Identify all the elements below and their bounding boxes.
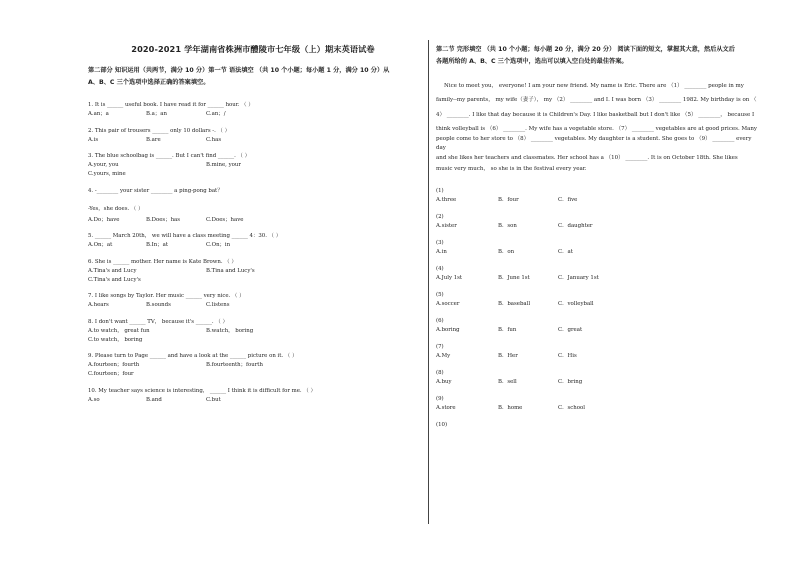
grammar-question <box>88 352 418 379</box>
option-c: C.yours, mine <box>88 171 126 177</box>
option-a: A.so <box>88 396 100 403</box>
cloze-option-b: B．baseball <box>498 301 531 308</box>
option-c: C.an；/ <box>206 111 226 117</box>
option-b: B.a；an <box>146 111 167 117</box>
grammar-question <box>88 258 418 285</box>
cloze-question-number: (5) <box>436 292 444 299</box>
cloze-section-header-2: 各题所给的 A、B、C 三个选项中，选出可以填入空白处的最佳答案。 <box>436 58 628 65</box>
question-text: 6. She is ______ mother. Her name is Kate Brown. （ ） <box>88 258 237 265</box>
grammar-question <box>88 318 418 345</box>
cloze-option-c: C．January 1st <box>558 275 599 282</box>
cloze-option-a: A.boring <box>436 327 460 334</box>
cloze-question <box>436 369 762 387</box>
option-b: B.and <box>146 396 162 403</box>
cloze-option-a: A.three <box>436 197 457 204</box>
page-title: 2020-2021 学年湖南省株洲市醴陵市七年级（上）期末英语试卷 <box>131 44 375 54</box>
cloze-option-b: B．home <box>498 405 523 412</box>
option-c: C.listens <box>206 302 230 308</box>
cloze-question <box>436 421 762 430</box>
cloze-question-number: (6) <box>436 318 444 325</box>
cloze-question <box>436 395 762 413</box>
option-c: C.but <box>206 396 221 403</box>
cloze-option-a: A.My <box>436 353 451 360</box>
cloze-question-number: (1) <box>436 188 444 195</box>
option-a: A.your, you <box>88 162 119 168</box>
cloze-option-b: B．June 1st <box>498 275 530 282</box>
cloze-option-b: B．on <box>498 249 515 256</box>
cloze-question-number: (9) <box>436 396 444 403</box>
cloze-option-c: C．five <box>558 197 578 204</box>
cloze-question <box>436 213 762 231</box>
grammar-section-header: 第二部分 知识运用（共两节，满分 10 分）第一节 语法填空 （共 10 个小题；每小题 1 分，满分 10 分）从 <box>88 67 390 74</box>
passage-line: 4） ________. I like that day because it is Children's Day. I like basketball but I don't like （5） ________， because I <box>436 111 755 118</box>
cloze-question-number: (7) <box>436 344 444 351</box>
left-column <box>88 44 418 412</box>
option-c: C.Tina's and Lucy's <box>88 276 141 283</box>
cloze-option-b: B．sell <box>498 379 517 386</box>
passage-line: think volleyball is （6） ________. My wife has a vegetable store. （7） ________ vegetables are at good prices. Many <box>436 125 758 132</box>
option-b: B.sounds <box>146 302 171 308</box>
cloze-passage <box>436 82 762 173</box>
cloze-option-c: C．great <box>558 327 583 334</box>
cloze-question <box>436 343 762 361</box>
cloze-option-a: A.store <box>436 405 456 412</box>
option-b: B.Tina and Lucy's <box>206 267 255 274</box>
option-c: C.to watch， boring <box>88 336 143 343</box>
question-text: 8. I don't want ______ TV， because it's ______. （ ） <box>88 318 228 325</box>
option-c: C.On；in <box>206 242 231 248</box>
cloze-option-c: C．at <box>558 249 573 256</box>
option-a: A.On；at <box>88 242 113 248</box>
cloze-question <box>436 291 762 309</box>
question-text: 4. -________ your sister ________ a ping-pong bat？ <box>88 187 223 194</box>
cloze-option-b: B．son <box>498 223 517 230</box>
grammar-question <box>88 101 418 119</box>
option-a: A.Tina's and Lucy <box>88 267 137 274</box>
grammar-question <box>88 127 418 145</box>
option-c: C.has <box>206 136 222 143</box>
question-text: 2. This pair of trousers ______ only 10 dollars -. （ ） <box>88 127 231 134</box>
cloze-option-b: B．fun <box>498 327 517 334</box>
option-b: B.mine, your <box>206 162 241 168</box>
grammar-question <box>88 387 418 405</box>
option-a: A.is <box>88 136 99 143</box>
option-b: B.watch， boring <box>206 327 254 334</box>
cloze-option-a: A.sister <box>436 223 457 230</box>
option-a: A.Do；have <box>88 216 120 223</box>
right-column <box>436 44 762 438</box>
cloze-question <box>436 187 762 205</box>
cloze-question-number: (8) <box>436 370 444 377</box>
cloze-question-number: (10) <box>436 422 448 429</box>
cloze-question <box>436 265 762 283</box>
option-a: A.fourteen；fourth <box>88 362 140 368</box>
column-divider <box>428 40 429 524</box>
grammar-question-list <box>88 101 418 405</box>
cloze-question <box>436 239 762 257</box>
question-text: 3. The blue schoolbag is ______. But I can't find ______. （ ） <box>88 153 251 159</box>
option-b: B.fourteenth；fourth <box>206 362 263 368</box>
grammar-question <box>88 152 418 179</box>
question-reply: -Yes，she does. （ ） <box>88 205 144 212</box>
option-b: B.In；at <box>146 242 169 248</box>
grammar-question <box>88 187 418 225</box>
cloze-option-c: C．bring <box>558 379 583 386</box>
option-c: C.fourteen；four <box>88 371 134 377</box>
cloze-question <box>436 317 762 335</box>
cloze-question-list <box>436 187 762 430</box>
cloze-question-number: (2) <box>436 214 444 221</box>
cloze-section-header: 第二节 完形填空 （共 10 个小题；每小题 20 分，满分 20 分） 阅读下面的短文，掌握其大意，然后从文后 <box>436 46 735 53</box>
option-b: B.are <box>146 136 161 143</box>
question-text: 7. I like songs by Taylor. Her music ______ very nice. （ ） <box>88 293 245 299</box>
cloze-option-c: C．His <box>558 353 577 360</box>
cloze-option-a: A.buy <box>436 379 452 386</box>
cloze-option-a: A.soccer <box>436 301 460 308</box>
question-text: 1. It is ______ useful book. I have read it for ______ hour. （ ） <box>88 102 254 108</box>
option-c: C.Does；have <box>206 216 244 223</box>
passage-line: music very much， so she is in the festival every year. <box>436 165 587 172</box>
option-b: B.Does；has <box>146 216 181 223</box>
option-a: A.an；a <box>88 111 109 117</box>
cloze-option-c: C．volleyball <box>558 301 594 308</box>
passage-line: family--my parents， my wife（妻子）， my （2） ________ and I. I was born （3） ________ 1982. My birthday is on （ <box>436 97 757 104</box>
cloze-option-a: A.in <box>436 249 447 256</box>
question-text: 9. Please turn to Page ______ and have a look at the ______ picture on it. （ ） <box>88 353 298 359</box>
grammar-section-header-2: A、B、C 三个选项中选择正确的答案填空。 <box>88 79 210 86</box>
cloze-option-b: B．four <box>498 197 519 204</box>
cloze-option-c: C．daughter <box>558 223 593 230</box>
passage-line: people come to her store to （8） ________ vegetables. My daughter is a student. She goes to （9） ________ every day <box>436 136 752 151</box>
cloze-option-c: C．school <box>558 405 585 412</box>
cloze-question-number: (4) <box>436 266 444 273</box>
cloze-option-a: A.July 1st <box>436 275 463 282</box>
cloze-question-number: (3) <box>436 240 444 247</box>
cloze-option-b: B．Her <box>498 353 518 360</box>
passage-line: Nice to meet you， everyone! I am your new friend. My name is Eric. There are （1） ________ people in my <box>444 83 744 89</box>
question-text: 10. My teacher says science is interesting， ______ I think it is difficult for me. （ ） <box>88 387 316 394</box>
grammar-question <box>88 292 418 310</box>
option-a: A.hears <box>88 302 109 308</box>
passage-line: and she likes her teachers and classmates. Her school has a （10） ________. It is on October 18th. She likes <box>436 155 738 162</box>
question-text: 5. ______ March 20th， we will have a class meeting ______ 4：30. （ ） <box>88 233 282 239</box>
grammar-question <box>88 232 418 250</box>
option-a: A.to watch， great fun <box>88 327 150 334</box>
